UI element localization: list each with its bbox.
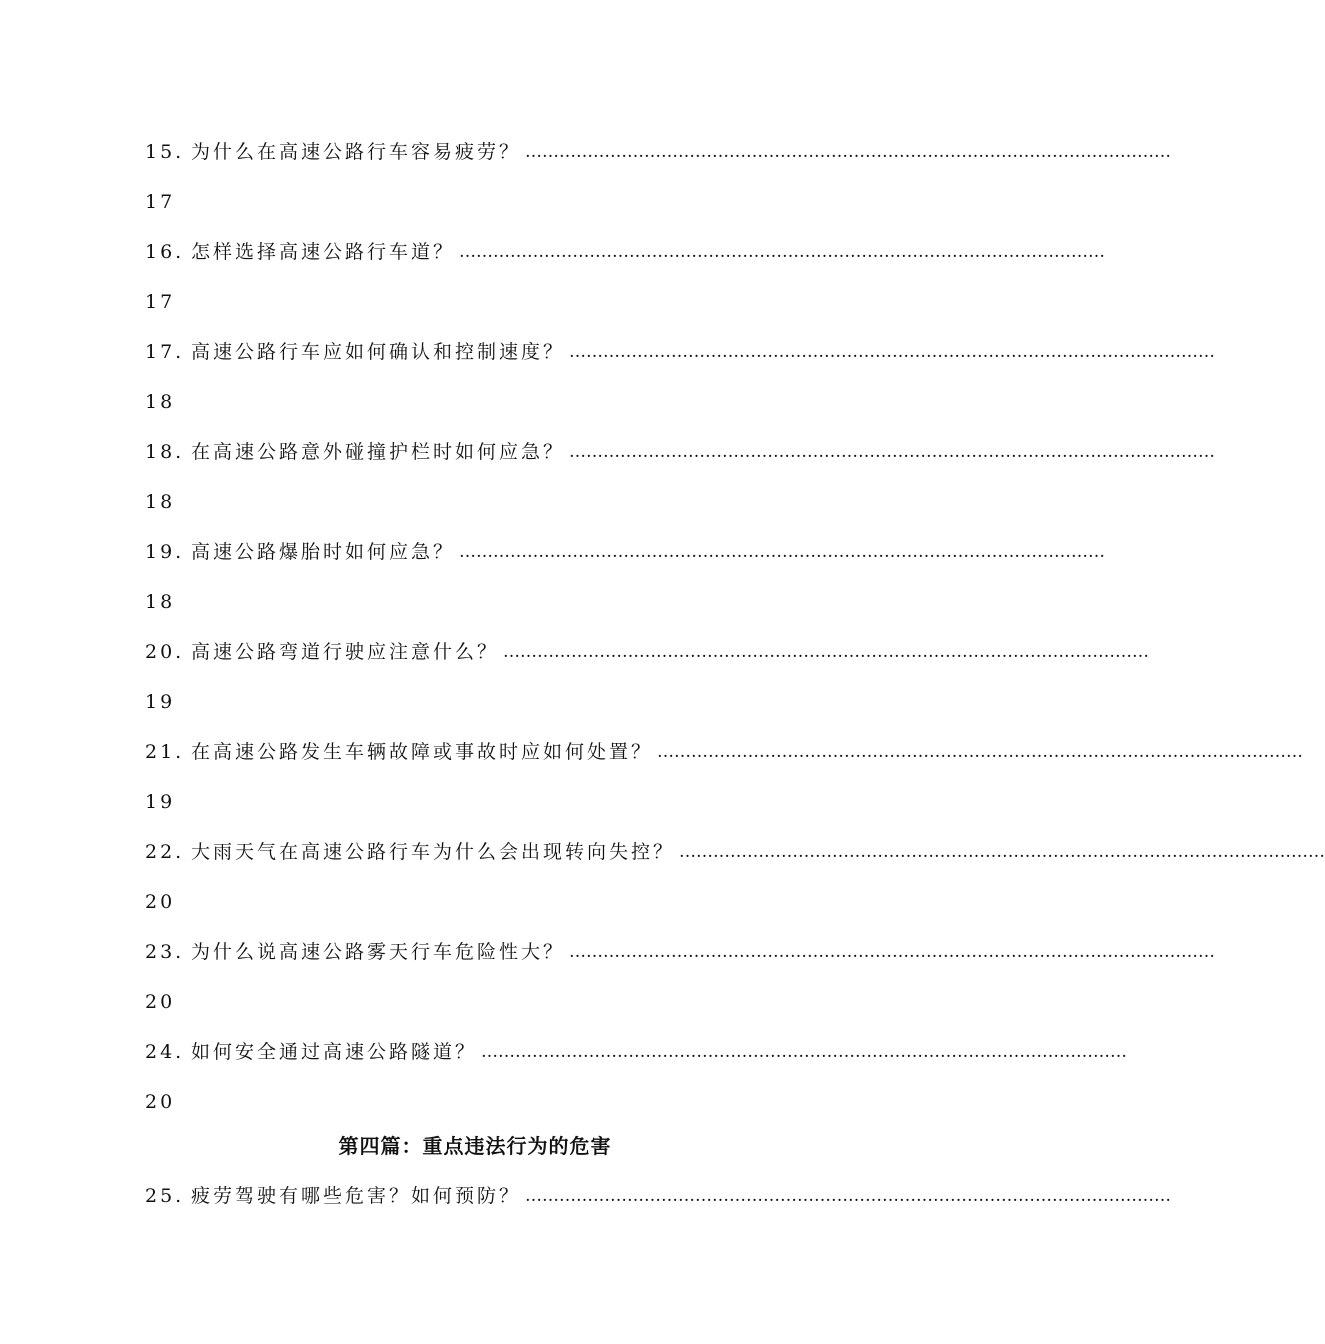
toc-entry-page: 20 [145,991,176,1013]
toc-entry-title: 大雨天气在高速公路行车为什么会出现转向失控？ [191,841,676,863]
toc-entry-title: 高速公路爆胎时如何应急？ [191,541,456,563]
toc-entry-number: 21. [145,741,185,763]
toc-entry-15[interactable] [145,127,1172,177]
toc-entry-title: 如何安全通过高速公路隧道？ [191,1041,478,1063]
toc-entry-22[interactable] [145,827,1325,877]
dot-leader: …………………………………………………………………………………………………… [525,1186,1172,1206]
dot-leader: …………………………………………………………………………………………………… [459,242,1106,262]
dot-leader: …………………………………………………………………………………………………… [569,342,1216,362]
toc-entry-17[interactable] [145,327,1216,377]
dot-leader: …………………………………………………………………………………………………… [569,942,1216,962]
dot-leader: …………………………………………………………………………………………………… [657,742,1304,762]
toc-entry-number: 25. [145,1185,185,1207]
toc-entry-page: 17 [145,191,176,213]
dot-leader: …………………………………………………………………………………………………… [679,842,1325,862]
toc-entry-page: 20 [145,1091,176,1113]
toc-entry-21[interactable] [145,727,1304,777]
toc-entry-20[interactable] [145,627,1150,677]
dot-leader: …………………………………………………………………………………………………… [569,442,1216,462]
toc-entry-title: 为什么说高速公路雾天行车危险性大？ [191,941,566,963]
toc-list-section-4 [145,1171,1172,1221]
toc-entry-number: 17. [145,341,185,363]
toc-entry-23[interactable] [145,927,1216,977]
toc-entry-page: 17 [145,291,176,313]
toc-entry-number: 15. [145,141,185,163]
dot-leader: …………………………………………………………………………………………………… [525,142,1172,162]
toc-entry-18[interactable] [145,427,1216,477]
toc-entry-24[interactable] [145,1027,1128,1077]
dot-leader: …………………………………………………………………………………………………… [459,542,1106,562]
toc-entry-title: 在高速公路意外碰撞护栏时如何应急？ [191,441,566,463]
toc-entry-title: 高速公路弯道行驶应注意什么？ [191,641,500,663]
toc-entry-title: 疲劳驾驶有哪些危害？如何预防？ [191,1185,522,1207]
toc-entry-page: 18 [145,391,176,413]
toc-entry-number: 20. [145,641,185,663]
toc-entry-19[interactable] [145,527,1106,577]
toc-entry-page: 19 [145,691,176,713]
toc-entry-title: 为什么在高速公路行车容易疲劳？ [191,141,522,163]
toc-entry-25[interactable] [145,1171,1172,1221]
toc-entry-page: 18 [145,591,176,613]
dot-leader: …………………………………………………………………………………………………… [503,642,1150,662]
toc-entry-page: 20 [145,891,176,913]
toc-entry-16[interactable] [145,227,1106,277]
toc-entry-page: 18 [145,491,176,513]
dot-leader: …………………………………………………………………………………………………… [481,1042,1128,1062]
toc-entry-number: 19. [145,541,185,563]
toc-entry-number: 16. [145,241,185,263]
toc-entry-title: 怎样选择高速公路行车道？ [191,241,456,263]
toc-entry-page: 19 [145,791,176,813]
toc-entry-number: 18. [145,441,185,463]
toc-entry-title: 高速公路行车应如何确认和控制速度？ [191,341,566,363]
toc-entry-title: 在高速公路发生车辆故障或事故时应如何处置？ [191,741,654,763]
toc-list [145,127,1325,1127]
toc-entry-number: 22. [145,841,185,863]
toc-entry-number: 23. [145,941,185,963]
toc-entry-number: 24. [145,1041,185,1063]
section-heading: 第四篇：重点违法行为的危害 [338,1134,612,1158]
